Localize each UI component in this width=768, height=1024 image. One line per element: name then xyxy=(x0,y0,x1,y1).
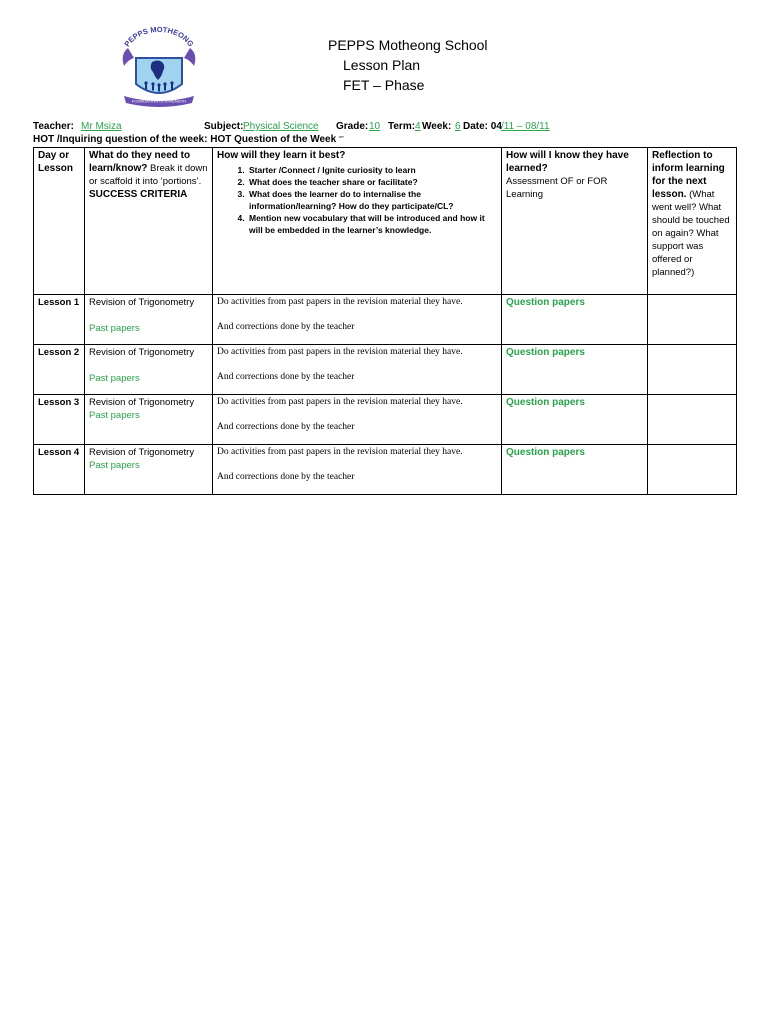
lesson-label: Lesson 3 xyxy=(38,397,80,408)
table-row xyxy=(34,345,737,395)
header-day-or-lesson xyxy=(34,148,85,295)
lesson-activity-corrections: And corrections done by the teacher xyxy=(217,472,355,482)
lesson-assessment: Question papers xyxy=(506,297,585,308)
lesson-resource: Past papers xyxy=(89,410,140,421)
lesson-assessment: Question papers xyxy=(506,397,585,408)
lesson-label: Lesson 1 xyxy=(38,297,80,308)
success-criteria-label: SUCCESS CRITERIA xyxy=(89,189,188,200)
week-value: 6 xyxy=(455,121,461,132)
table-header-row xyxy=(34,148,737,295)
lesson-topic: Revision of Trigonometry xyxy=(89,297,195,308)
term-label: Term: xyxy=(388,121,416,132)
lesson-label: Lesson 4 xyxy=(38,447,80,458)
lesson-assessment: Question papers xyxy=(506,447,585,458)
header-reflection-rest: (What went well? What should be touched on again? What support was offered or planned?) xyxy=(652,189,730,278)
document-title: Lesson Plan xyxy=(343,57,421,73)
date-label: Date: 04 xyxy=(463,121,502,132)
grade-label: Grade: xyxy=(336,121,369,132)
lesson-reflection[interactable] xyxy=(648,295,737,345)
lesson-activity: Do activities from past papers in the revision material they have. xyxy=(217,347,463,357)
lesson-meta xyxy=(33,120,753,134)
header-assessment-label: How will I know they have learned? xyxy=(506,150,629,174)
header-assessment xyxy=(502,148,648,295)
svg-text:PEPPS MOTHEONG xyxy=(122,26,195,48)
hot-question xyxy=(33,133,344,147)
week-label: Week: xyxy=(422,121,452,132)
lesson-topic: Revision of Trigonometry xyxy=(89,397,195,408)
document-header xyxy=(328,35,488,95)
school-logo xyxy=(116,26,202,112)
grade-value: 10 xyxy=(369,121,381,132)
school-name: PEPPS Motheong School xyxy=(328,37,488,53)
table-row xyxy=(34,395,737,445)
table-row xyxy=(34,295,737,345)
list-item: 1. Starter /Connect / Ignite curiosity to learn xyxy=(247,164,497,176)
lesson-topic: Revision of Trigonometry xyxy=(89,447,195,458)
lesson-reflection[interactable] xyxy=(648,345,737,395)
header-learn-best xyxy=(213,148,502,295)
header-learn-bold: What do they need to learn/know? xyxy=(89,150,191,174)
lesson-activity-corrections: And corrections done by the teacher xyxy=(217,322,355,332)
lesson-activity: Do activities from past papers in the revision material they have. xyxy=(217,447,463,457)
lesson-activity: Do activities from past papers in the revision material they have. xyxy=(217,297,463,307)
header-day-label: Day or Lesson xyxy=(38,150,74,174)
lesson-label: Lesson 2 xyxy=(38,347,80,358)
table-row xyxy=(34,445,737,495)
date-value: /11 – 08/11 xyxy=(501,121,550,132)
lesson-activity-corrections: And corrections done by the teacher xyxy=(217,372,355,382)
logo-bottom-text: FOUNDATION IS STRENGTH xyxy=(131,98,187,104)
lesson-assessment: Question papers xyxy=(506,347,585,358)
lesson-resource: Past papers xyxy=(89,373,140,384)
lesson-topic: Revision of Trigonometry xyxy=(89,347,195,358)
list-item: 4. Mention new vocabulary that will be introduced and how it will be embedded in the learner’s knowledge. xyxy=(247,212,497,236)
lesson-plan-table xyxy=(33,147,737,495)
subject-value: Physical Science xyxy=(243,121,319,132)
learning-steps-list xyxy=(217,164,497,236)
phase-title: FET – Phase xyxy=(343,77,425,93)
header-learn-know xyxy=(85,148,213,295)
lesson-activity: Do activities from past papers in the revision material they have. xyxy=(217,397,463,407)
term-value: 4 xyxy=(415,121,421,132)
lesson-reflection[interactable] xyxy=(648,395,737,445)
header-learn-rest: Break it down or scaffold it into ‘portions’. xyxy=(89,163,208,187)
list-item: 2. What does the teacher share or facilitate? xyxy=(247,176,497,188)
hot-question-text: HOT /Inquiring question of the week: HOT Question of the Week xyxy=(33,134,337,145)
header-reflection xyxy=(648,148,737,295)
list-item: 3. What does the learner do to internalise the information/learning? How do they participate/CL? xyxy=(247,188,497,212)
teacher-label: Teacher: xyxy=(33,121,74,132)
header-assessment-sub: Assessment OF or FOR Learning xyxy=(506,176,608,200)
lesson-reflection[interactable] xyxy=(648,445,737,495)
lesson-resource: Past papers xyxy=(89,460,140,471)
subject-label: Subject: xyxy=(204,121,244,132)
lesson-resource: Past papers xyxy=(89,323,140,334)
header-learn-best-label: How will they learn it best? xyxy=(217,150,346,161)
logo-top-text: PEPPS MOTHEONG xyxy=(122,26,196,49)
lesson-activity-corrections: And corrections done by the teacher xyxy=(217,422,355,432)
header-reflection-bold: Reflection to inform learning for the next lesson. xyxy=(652,150,725,200)
teacher-value: Mr Msiza xyxy=(81,121,122,132)
hot-question-quote: “” xyxy=(338,136,344,143)
